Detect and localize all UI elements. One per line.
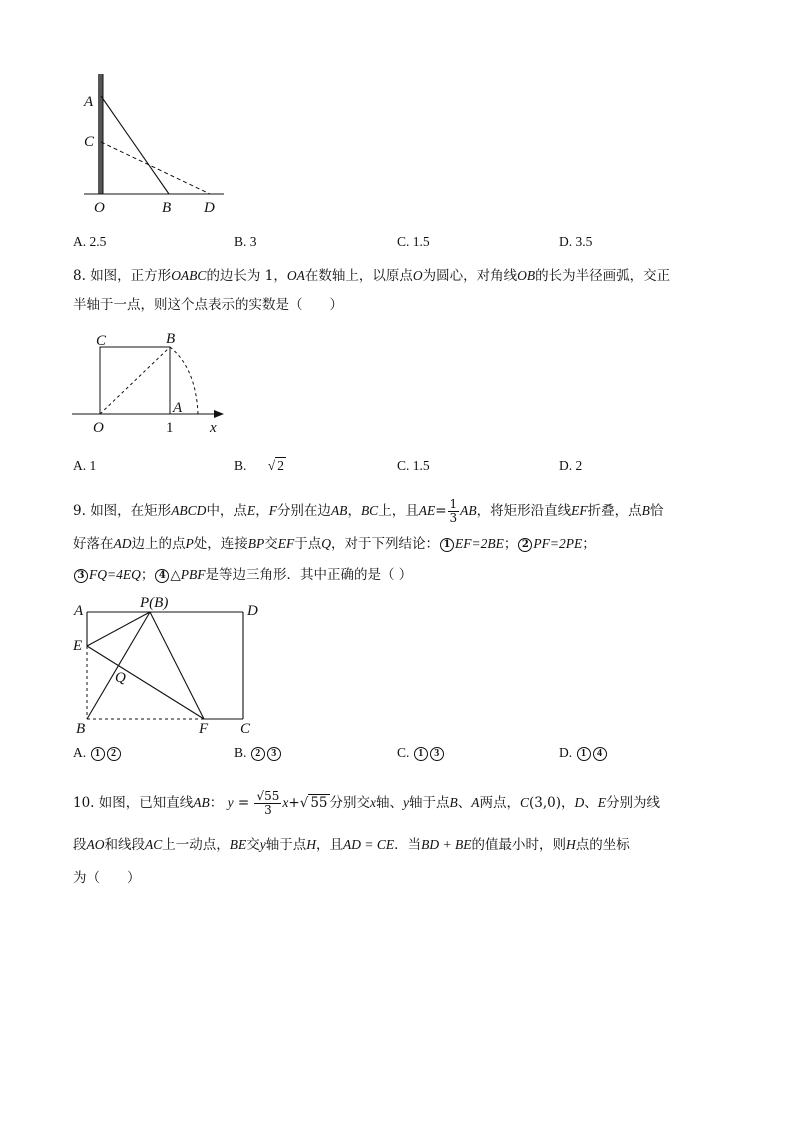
q9-stem-line2 <box>73 534 596 554</box>
q8-text: 如图，正方形 <box>90 268 172 284</box>
q9-text: ； <box>582 536 596 552</box>
q9-text: ， <box>255 503 269 519</box>
q10-text: ： <box>209 795 224 811</box>
q9-var: BP <box>247 536 265 551</box>
q8-option-c[interactable]: C. 1.5 <box>397 458 430 473</box>
q9-stem-line1 <box>73 498 663 525</box>
q8-label-o: O <box>93 420 104 436</box>
q9-option-prefix: A. <box>73 745 87 760</box>
q9-text: ，将矩形沿直线 <box>476 503 572 519</box>
q9-text: = <box>435 503 447 519</box>
q8-number: 8. <box>73 268 86 284</box>
q10-text: 的值最小时，则 <box>471 837 566 853</box>
q9-figure <box>66 592 276 740</box>
q9-var: E <box>246 503 256 518</box>
q10-text: 、 <box>584 795 598 811</box>
q9-text: 恰 <box>649 503 664 519</box>
q10-var: y <box>403 795 410 810</box>
q9-number: 9. <box>73 503 86 519</box>
q8-option-b[interactable] <box>234 458 286 474</box>
q9-label-f: F <box>199 721 209 737</box>
q8-axis-arrow-icon <box>214 410 224 418</box>
q7-wall <box>98 74 103 194</box>
q10-text: + <box>288 795 300 811</box>
q10-var: E <box>597 795 607 810</box>
q8-var: OABC <box>171 268 207 283</box>
q9-text: 于点 <box>294 536 322 552</box>
q9-var: B <box>641 503 650 518</box>
q9-text: ，对于下列结论： <box>331 536 439 552</box>
q9-text: 好落在 <box>73 536 114 552</box>
q10-text: 如图，已知直线 <box>98 795 194 811</box>
q9-var: PBF <box>180 567 206 582</box>
circled-number-icon: 3 <box>267 747 281 761</box>
q7-ladder-ab <box>101 96 169 194</box>
q9-option-a[interactable] <box>73 745 122 761</box>
q9-text: ， <box>347 503 361 519</box>
q9-option-prefix: B. <box>234 745 247 760</box>
q9-label-pb: P(B) <box>140 595 169 611</box>
q8-label-x: x <box>210 420 217 436</box>
q8-label-a: A <box>173 400 183 416</box>
q9-label-a: A <box>74 603 84 619</box>
q9-text: ； <box>503 536 518 552</box>
q10-text: 两点， <box>479 795 521 811</box>
q7-ladder-cd <box>101 142 210 194</box>
q8-text: 的边长为 1， <box>206 268 287 284</box>
q9-label-c: C <box>240 721 251 737</box>
q10-text: 和线段 <box>104 837 145 853</box>
q10-text: 分别为线 <box>606 795 661 811</box>
q9-text: 上，且 <box>378 503 419 519</box>
q8-text: 的长为半径画弧，交正 <box>535 268 671 284</box>
circled-number-icon: 1 <box>577 747 591 761</box>
q7-option-d[interactable]: D. 3.5 <box>559 234 593 249</box>
q10-stem-line2 <box>73 835 630 855</box>
q10-var: x <box>370 795 377 810</box>
q8-option-b-value: 2 <box>277 458 284 473</box>
circled-number-icon: 1 <box>414 747 428 761</box>
q9-label-q: Q <box>115 670 126 686</box>
q9-text: 分别在边 <box>276 503 331 519</box>
q8-stem-line1 <box>73 266 670 286</box>
circled-number-icon: 2 <box>251 747 265 761</box>
q8-diagonal-ob <box>100 347 170 414</box>
q10-var: H <box>306 837 317 852</box>
q8-label-c: C <box>96 333 107 349</box>
q10-text: 轴于点 <box>409 795 450 811</box>
q9-stem-line3 <box>73 565 412 585</box>
q10-var: H <box>565 837 576 852</box>
q8-var: OB <box>517 268 536 283</box>
q10-var: C <box>520 795 530 810</box>
q8-figure <box>66 328 236 438</box>
q8-stem-line2: 半轴于一点，则这个点表示的实数是（ ） <box>73 297 343 313</box>
q10-text: 轴、 <box>376 795 404 811</box>
q10-stem-line1 <box>73 790 660 817</box>
q7-option-c[interactable]: C. 1.5 <box>397 234 430 249</box>
q9-var: AE <box>418 503 436 518</box>
q10-var: BD + BE <box>421 837 472 852</box>
q7-label-d: D <box>204 200 215 216</box>
q7-figure <box>78 70 238 220</box>
q9-option-c[interactable] <box>397 745 445 761</box>
q9-var: AD <box>113 536 132 551</box>
circled-number-icon: 2 <box>107 747 121 761</box>
q9-option-prefix: C. <box>397 745 410 760</box>
q10-text: ．当 <box>394 837 422 853</box>
q9-var: ABCD <box>171 503 207 518</box>
q9-var: EF <box>571 503 588 518</box>
q10-var: y <box>259 837 266 852</box>
q10-var: AB <box>193 795 210 810</box>
circled-number-icon: 4 <box>593 747 607 761</box>
q9-var: Q <box>321 536 331 551</box>
q10-var: B <box>449 795 458 810</box>
q10-text: = <box>237 795 250 811</box>
q10-stem-line3: 为（ ） <box>73 870 141 886</box>
q10-var: D <box>574 795 585 810</box>
q10-text: 上一动点， <box>162 837 230 853</box>
q9-var: AB <box>460 503 477 518</box>
sqrt-icon: √ <box>267 458 276 473</box>
q9-text: 处，连接 <box>193 536 248 552</box>
q9-fraction: $\frac{1}{3}$ <box>449 497 458 525</box>
q9-var: P <box>185 536 194 551</box>
q8-option-a[interactable]: A. 1 <box>73 458 97 473</box>
q9-line-bp <box>87 612 150 719</box>
triangle-symbol: △ <box>170 567 181 583</box>
q9-label-e: E <box>73 638 83 654</box>
q8-var: O <box>412 268 423 283</box>
q7-option-b[interactable]: B. 3 <box>234 234 257 249</box>
q9-text: 是等边三角形．其中正确的是（ ） <box>205 567 413 583</box>
q10-text: 点的坐标 <box>575 837 630 853</box>
q9-text: 交 <box>264 536 278 552</box>
q10-number: 10. <box>73 795 95 811</box>
q10-var: AC <box>145 837 163 852</box>
q7-option-a[interactable]: A. 2.5 <box>73 234 107 249</box>
q8-label-one: 1 <box>166 420 174 436</box>
q8-text: 为圆心，对角线 <box>422 268 518 284</box>
q9-option-b[interactable] <box>234 745 282 761</box>
q7-label-b: B <box>162 200 172 216</box>
q9-var: F <box>268 503 277 518</box>
circled-number-icon: 3 <box>74 569 88 583</box>
circled-number-icon: 1 <box>440 538 454 552</box>
q9-line-pf <box>150 612 204 719</box>
q9-conclusion: PF=2PE <box>533 536 583 551</box>
q9-option-prefix: D. <box>559 745 573 760</box>
q8-option-b-prefix: B. <box>234 458 247 473</box>
q7-label-c: C <box>84 134 95 150</box>
q9-text: 边上的点 <box>131 536 186 552</box>
q9-text: 折叠，点 <box>587 503 642 519</box>
q8-text: 在数轴上，以原点 <box>304 268 413 284</box>
q7-label-a: A <box>84 94 94 110</box>
q10-var: y <box>227 795 234 810</box>
q10-var: x <box>282 795 289 810</box>
q8-option-d[interactable]: D. 2 <box>559 458 583 473</box>
q8-label-b: B <box>166 331 176 347</box>
q9-line-ef <box>87 646 204 719</box>
q9-var: EF <box>277 536 295 551</box>
q7-label-o: O <box>94 200 105 216</box>
q10-text: 分别交 <box>329 795 371 811</box>
circled-number-icon: 1 <box>91 747 105 761</box>
q9-conclusion: EF=2BE <box>455 536 504 551</box>
q9-option-d[interactable] <box>559 745 608 761</box>
q9-label-b: B <box>76 721 86 737</box>
q10-text: 轴于点 <box>265 837 307 853</box>
q9-conclusion: FQ=4EQ <box>89 567 141 582</box>
q9-text: 如图，在矩形 <box>90 503 172 519</box>
circled-number-icon: 2 <box>518 538 532 552</box>
q9-text: 中，点 <box>206 503 247 519</box>
q9-text: ； <box>140 567 155 583</box>
circled-number-icon: 3 <box>430 747 444 761</box>
q9-var: BC <box>360 503 379 518</box>
q10-fraction: $\frac{√55}{3}$ <box>256 789 280 817</box>
q10-var: A <box>471 795 480 810</box>
q10-var: BE <box>229 837 247 852</box>
q10-text: (3,0) <box>529 795 562 811</box>
q10-var: AO <box>86 837 105 852</box>
circled-number-icon: 4 <box>155 569 169 583</box>
q9-var: AB <box>330 503 348 518</box>
q10-text: 交 <box>246 837 260 853</box>
q8-var: OA <box>286 268 305 283</box>
sqrt-icon: √ <box>299 795 309 811</box>
q10-text: ， <box>561 795 575 811</box>
q10-text: 段 <box>73 837 87 853</box>
q10-var: AD = CE <box>343 837 395 852</box>
q9-label-d: D <box>247 603 258 619</box>
q10-radicand: 55 <box>310 795 328 811</box>
q10-text: 、 <box>457 795 472 811</box>
q10-text: ，且 <box>316 837 344 853</box>
